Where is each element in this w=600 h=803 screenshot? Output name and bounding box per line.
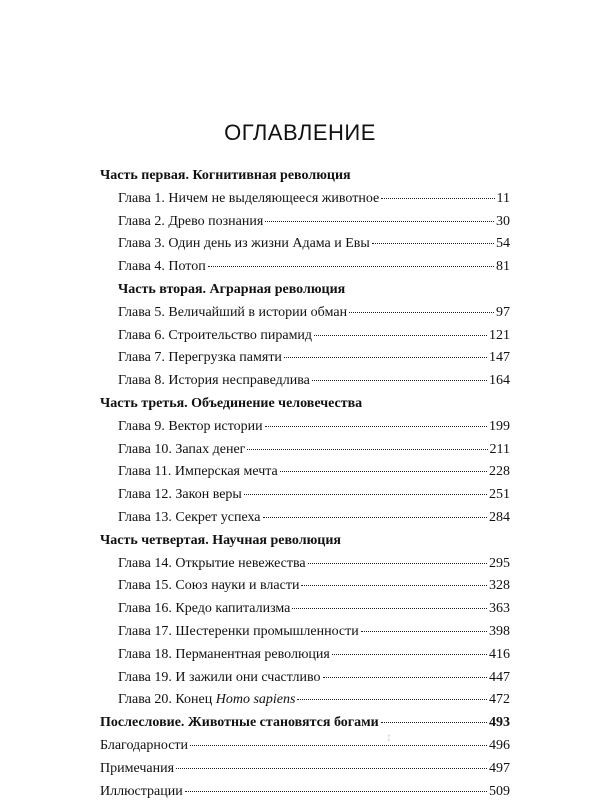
dot-leader	[297, 699, 487, 700]
toc-entry	[100, 211, 510, 234]
dot-leader	[301, 585, 487, 586]
toc-entry-page: 54	[496, 236, 510, 252]
dot-leader	[263, 517, 487, 518]
toc-entry-label: Глава 7. Перегрузка памяти	[118, 350, 282, 366]
part-heading-4: Часть четвертая. Научная революция	[100, 532, 342, 548]
toc-entry-page: 211	[489, 441, 510, 457]
dot-leader	[190, 745, 487, 746]
toc-entry-label: Глава 15. Союз науки и власти	[118, 578, 300, 594]
dot-leader	[332, 654, 487, 655]
dot-leader	[381, 198, 494, 199]
toc-entry	[100, 416, 510, 439]
toc-entry-label: Глава 14. Открытие невежества	[118, 555, 306, 571]
dot-leader	[265, 221, 494, 222]
toc-entry-label: Послесловие. Животные становятся богами	[100, 715, 379, 731]
toc-entry-label: Глава 12. Закон веры	[118, 487, 242, 503]
toc-entry-label: Глава 8. История несправедлива	[118, 373, 310, 389]
dot-leader	[176, 768, 487, 769]
toc-entry	[100, 256, 510, 279]
toc-entry-label: Глава 18. Перманентная революция	[118, 646, 330, 662]
dot-leader	[349, 312, 494, 313]
toc-entry-label-italic: Homo sapiens	[215, 692, 296, 708]
toc-entry-page: 81	[496, 259, 510, 275]
toc-entry-page: 121	[489, 327, 510, 343]
toc-entry-page: 363	[489, 601, 510, 617]
toc-entry	[100, 325, 510, 348]
toc-entry	[100, 188, 510, 211]
toc-entry-page: 295	[489, 555, 510, 571]
toc-entry-label: Благодарности	[100, 737, 189, 753]
part-heading-3: Часть третья. Объединение человечества	[100, 395, 363, 411]
dot-leader	[185, 791, 487, 792]
dot-leader	[372, 243, 494, 244]
toc-entry	[100, 302, 510, 325]
toc-entry-label: Глава 16. Кредо капитализма	[118, 601, 291, 617]
toc-entry-page: 496	[489, 737, 510, 753]
dot-leader	[323, 677, 487, 678]
table-of-contents	[100, 165, 510, 803]
toc-entry-label	[118, 689, 295, 712]
toc-entry	[100, 461, 510, 484]
toc-entry-page: 164	[489, 373, 510, 389]
toc-entry-label: Глава 10. Запах денег	[118, 441, 246, 457]
toc-entry	[100, 439, 510, 462]
toc-entry	[100, 233, 510, 256]
toc-entry-label-prefix: Глава 20. Конец	[118, 692, 216, 708]
toc-entry-label: Глава 4. Потоп	[118, 259, 206, 275]
toc-entry-page: 472	[489, 692, 510, 708]
toc-entry-afterword	[100, 712, 510, 735]
toc-entry-page: 97	[496, 304, 510, 320]
toc-entry-label: Примечания	[100, 760, 175, 776]
toc-entry	[100, 598, 510, 621]
toc-entry	[100, 370, 510, 393]
part-heading-1: Часть первая. Когнитивная революция	[100, 168, 351, 183]
toc-entry-page: 497	[489, 760, 510, 776]
dot-leader	[361, 631, 487, 632]
toc-entry-label: Глава 13. Секрет успеха	[118, 509, 261, 525]
toc-entry-label: Глава 11. Имперская мечта	[118, 464, 278, 480]
toc-entry-page: 251	[489, 487, 510, 503]
dot-leader	[208, 266, 494, 267]
toc-entry	[100, 575, 510, 598]
toc-entry-page: 147	[489, 350, 510, 366]
toc-entry-page: 416	[489, 646, 510, 662]
toc-entry	[100, 689, 510, 712]
dot-leader	[292, 608, 487, 609]
toc-entry	[100, 644, 510, 667]
toc-entry-back-matter	[100, 735, 510, 758]
dot-leader	[381, 722, 487, 723]
toc-entry-label: Глава 5. Величайший в истории обман	[118, 304, 348, 320]
toc-entry-page: 30	[496, 213, 510, 229]
toc-entry-label: Глава 6. Строительство пирамид	[118, 327, 313, 343]
toc-entry-label: Иллюстрации	[100, 783, 183, 799]
toc-entry	[100, 507, 510, 530]
toc-entry-back-matter	[100, 758, 510, 781]
toc-entry-page: 447	[489, 669, 510, 685]
dot-leader	[312, 380, 487, 381]
toc-entry	[100, 667, 510, 690]
dot-leader	[265, 426, 487, 427]
dot-leader	[308, 563, 487, 564]
dot-leader	[314, 335, 487, 336]
toc-entry	[100, 621, 510, 644]
toc-entry-page: 199	[489, 418, 510, 434]
toc-entry	[100, 484, 510, 507]
dot-leader	[280, 471, 487, 472]
toc-entry-back-matter	[100, 781, 510, 803]
toc-entry-page: 228	[489, 464, 510, 480]
dot-leader	[247, 449, 487, 450]
toc-entry-page: 398	[489, 623, 510, 639]
toc-entry	[100, 347, 510, 370]
toc-entry-page: 493	[489, 715, 510, 731]
toc-entry-page: 328	[489, 578, 510, 594]
toc-entry-page: 11	[496, 190, 510, 206]
toc-entry-label: Глава 19. И зажили они счастливо	[118, 669, 321, 685]
toc-entry-label: Глава 1. Ничем не выделяющееся животное	[118, 190, 380, 206]
toc-entry-label: Глава 3. Один день из жизни Адама и Евы	[118, 236, 370, 252]
toc-entry-label: Глава 17. Шестеренки промышленности	[118, 623, 359, 639]
part-heading-2: Часть вторая. Аграрная революция	[118, 281, 346, 297]
dot-leader	[244, 494, 487, 495]
toc-entry-page: 509	[489, 783, 510, 799]
toc-entry-label: Глава 9. Вектор истории	[118, 418, 263, 434]
dot-leader	[284, 357, 487, 358]
toc-entry	[100, 553, 510, 576]
page-title: ОГЛАВЛЕНИЕ	[224, 120, 376, 145]
faint-mark-icon: ↕	[386, 730, 392, 744]
toc-entry-page: 284	[489, 509, 510, 525]
toc-entry-label: Глава 2. Древо познания	[118, 213, 264, 229]
